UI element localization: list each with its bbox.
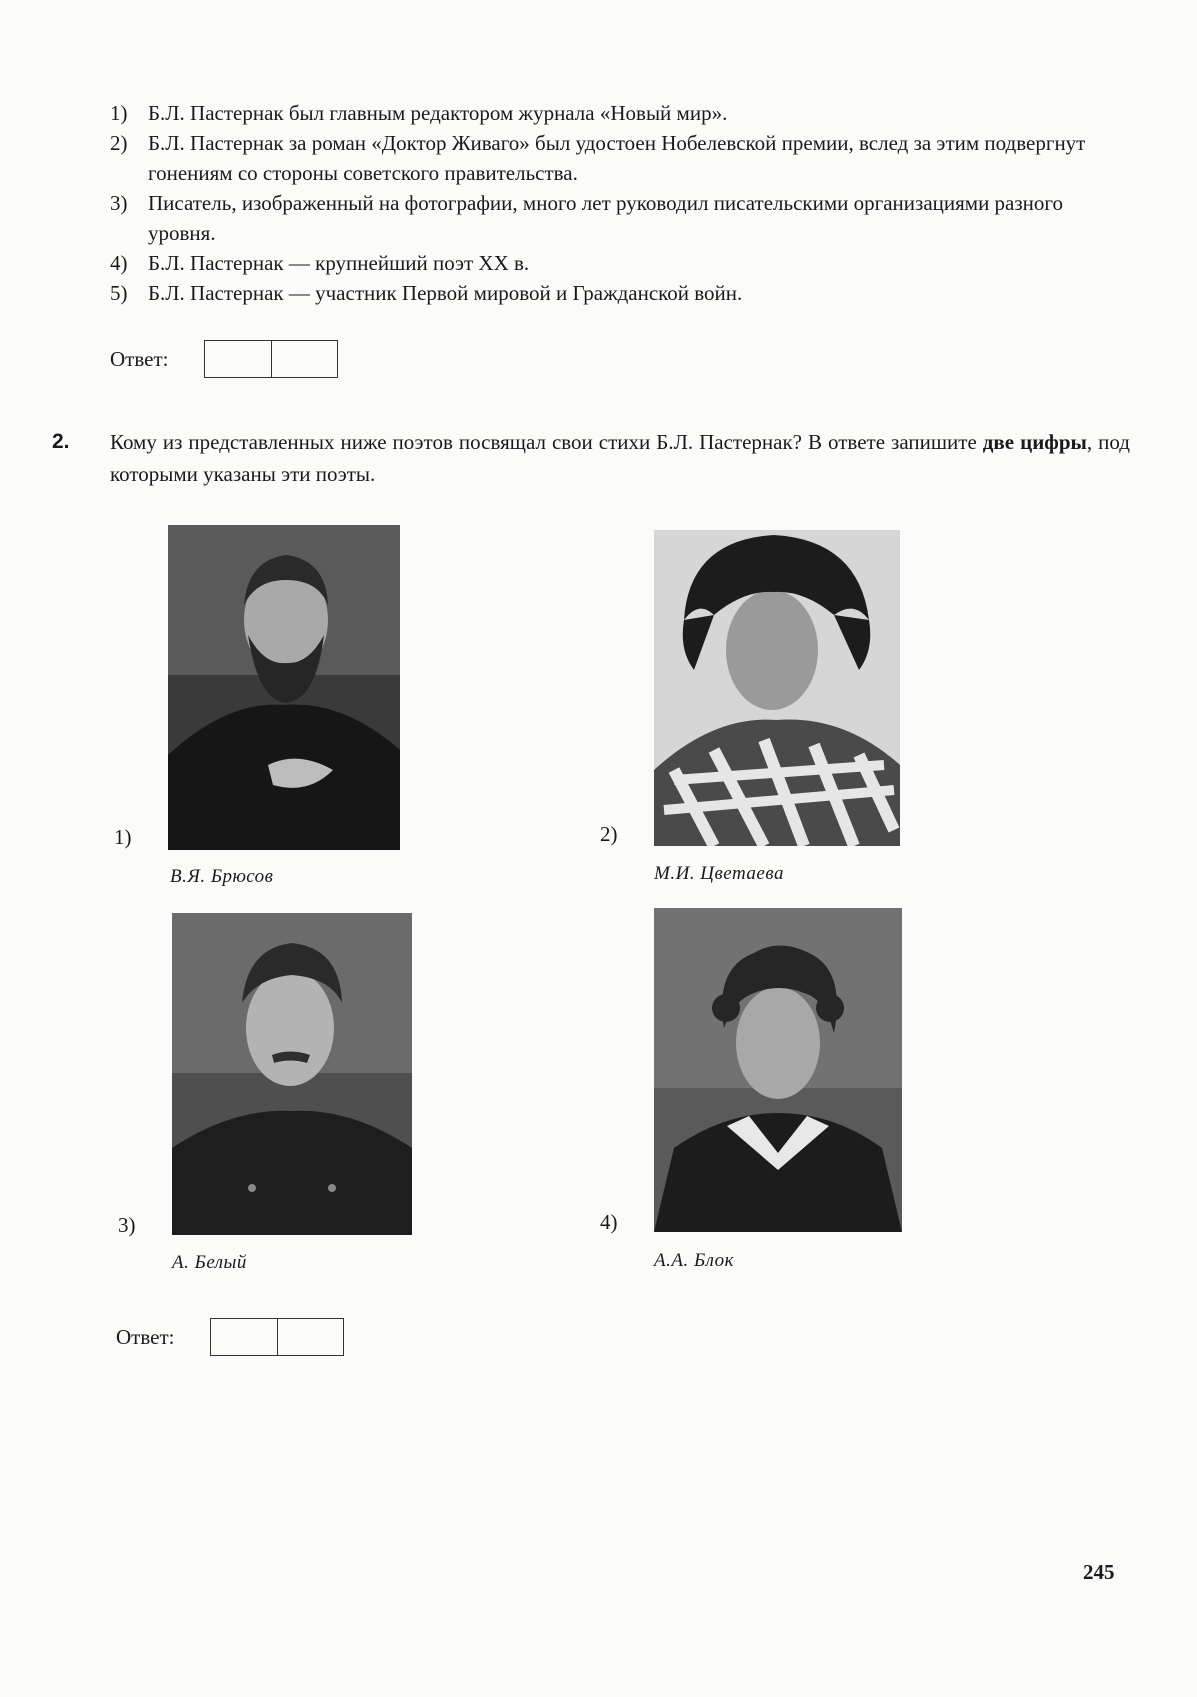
option-text: Б.Л. Пастернак — крупнейший поэт XX в. [148, 251, 530, 275]
poet-3-caption: А. Белый [172, 1252, 247, 1273]
answer-box [204, 340, 338, 378]
task1-option-4 [110, 248, 1130, 278]
portrait-woman [654, 530, 900, 846]
portrait-man-curly-hair [654, 908, 902, 1232]
photo-poet-4 [654, 908, 902, 1232]
poet-4-number: 4) [600, 1210, 618, 1234]
task1-option-1 [110, 98, 1130, 128]
answer-cell-1[interactable] [211, 1319, 277, 1355]
option-number: 2) [110, 131, 128, 155]
photo-poet-2 [654, 530, 900, 846]
option-text: Б.Л. Пастернак — участник Первой мировой и Гражданской войн. [148, 281, 743, 305]
question-text-start: Кому из представленных ниже поэтов посвящал свои стихи Б.Л. Пастернак? В ответе запишите [110, 430, 983, 454]
question-text [110, 426, 1130, 490]
photo-poet-3 [172, 913, 412, 1235]
portrait-bearded-man [168, 525, 400, 850]
poet-1-number: 1) [114, 825, 132, 849]
page-number: 245 [1083, 1560, 1115, 1584]
question-number: 2. [52, 430, 70, 453]
task1-option-5 [110, 278, 1130, 308]
answer-box [210, 1318, 344, 1356]
answer-label: Ответ: [116, 1324, 175, 1349]
option-text: Писатель, изображенный на фотографии, много лет руководил писательскими организациями разного уровня. [148, 191, 1063, 245]
poet-2-caption: М.И. Цветаева [654, 863, 784, 884]
question-text-end: , под которыми указаны эти поэты. [110, 430, 1130, 486]
poet-2-number: 2) [600, 822, 618, 846]
photo-poet-1 [168, 525, 400, 850]
task1-answer [110, 340, 338, 378]
answer-cell-1[interactable] [205, 341, 271, 377]
task1-option-2 [110, 128, 1130, 188]
question-text-bold: две цифры [982, 430, 1087, 454]
task2-answer [116, 1318, 344, 1356]
poet-3-number: 3) [118, 1213, 136, 1237]
option-number: 1) [110, 101, 128, 125]
answer-cell-2[interactable] [277, 1319, 343, 1355]
option-number: 3) [110, 191, 128, 215]
task1-option-3 [110, 188, 1130, 248]
option-number: 4) [110, 251, 128, 275]
option-text: Б.Л. Пастернак был главным редактором журнала «Новый мир». [148, 101, 728, 125]
option-text: Б.Л. Пастернак за роман «Доктор Живаго» был удостоен Нобелевской премии, вслед за этим подвергнут гонениям со стороны советского правительства. [148, 131, 1086, 185]
task1-options [110, 98, 1130, 308]
answer-label: Ответ: [110, 346, 169, 371]
option-number: 5) [110, 281, 128, 305]
portrait-young-man [172, 913, 412, 1235]
poet-4-caption: А.А. Блок [654, 1250, 735, 1271]
poet-1-caption: В.Я. Брюсов [170, 866, 274, 887]
answer-cell-2[interactable] [271, 341, 337, 377]
